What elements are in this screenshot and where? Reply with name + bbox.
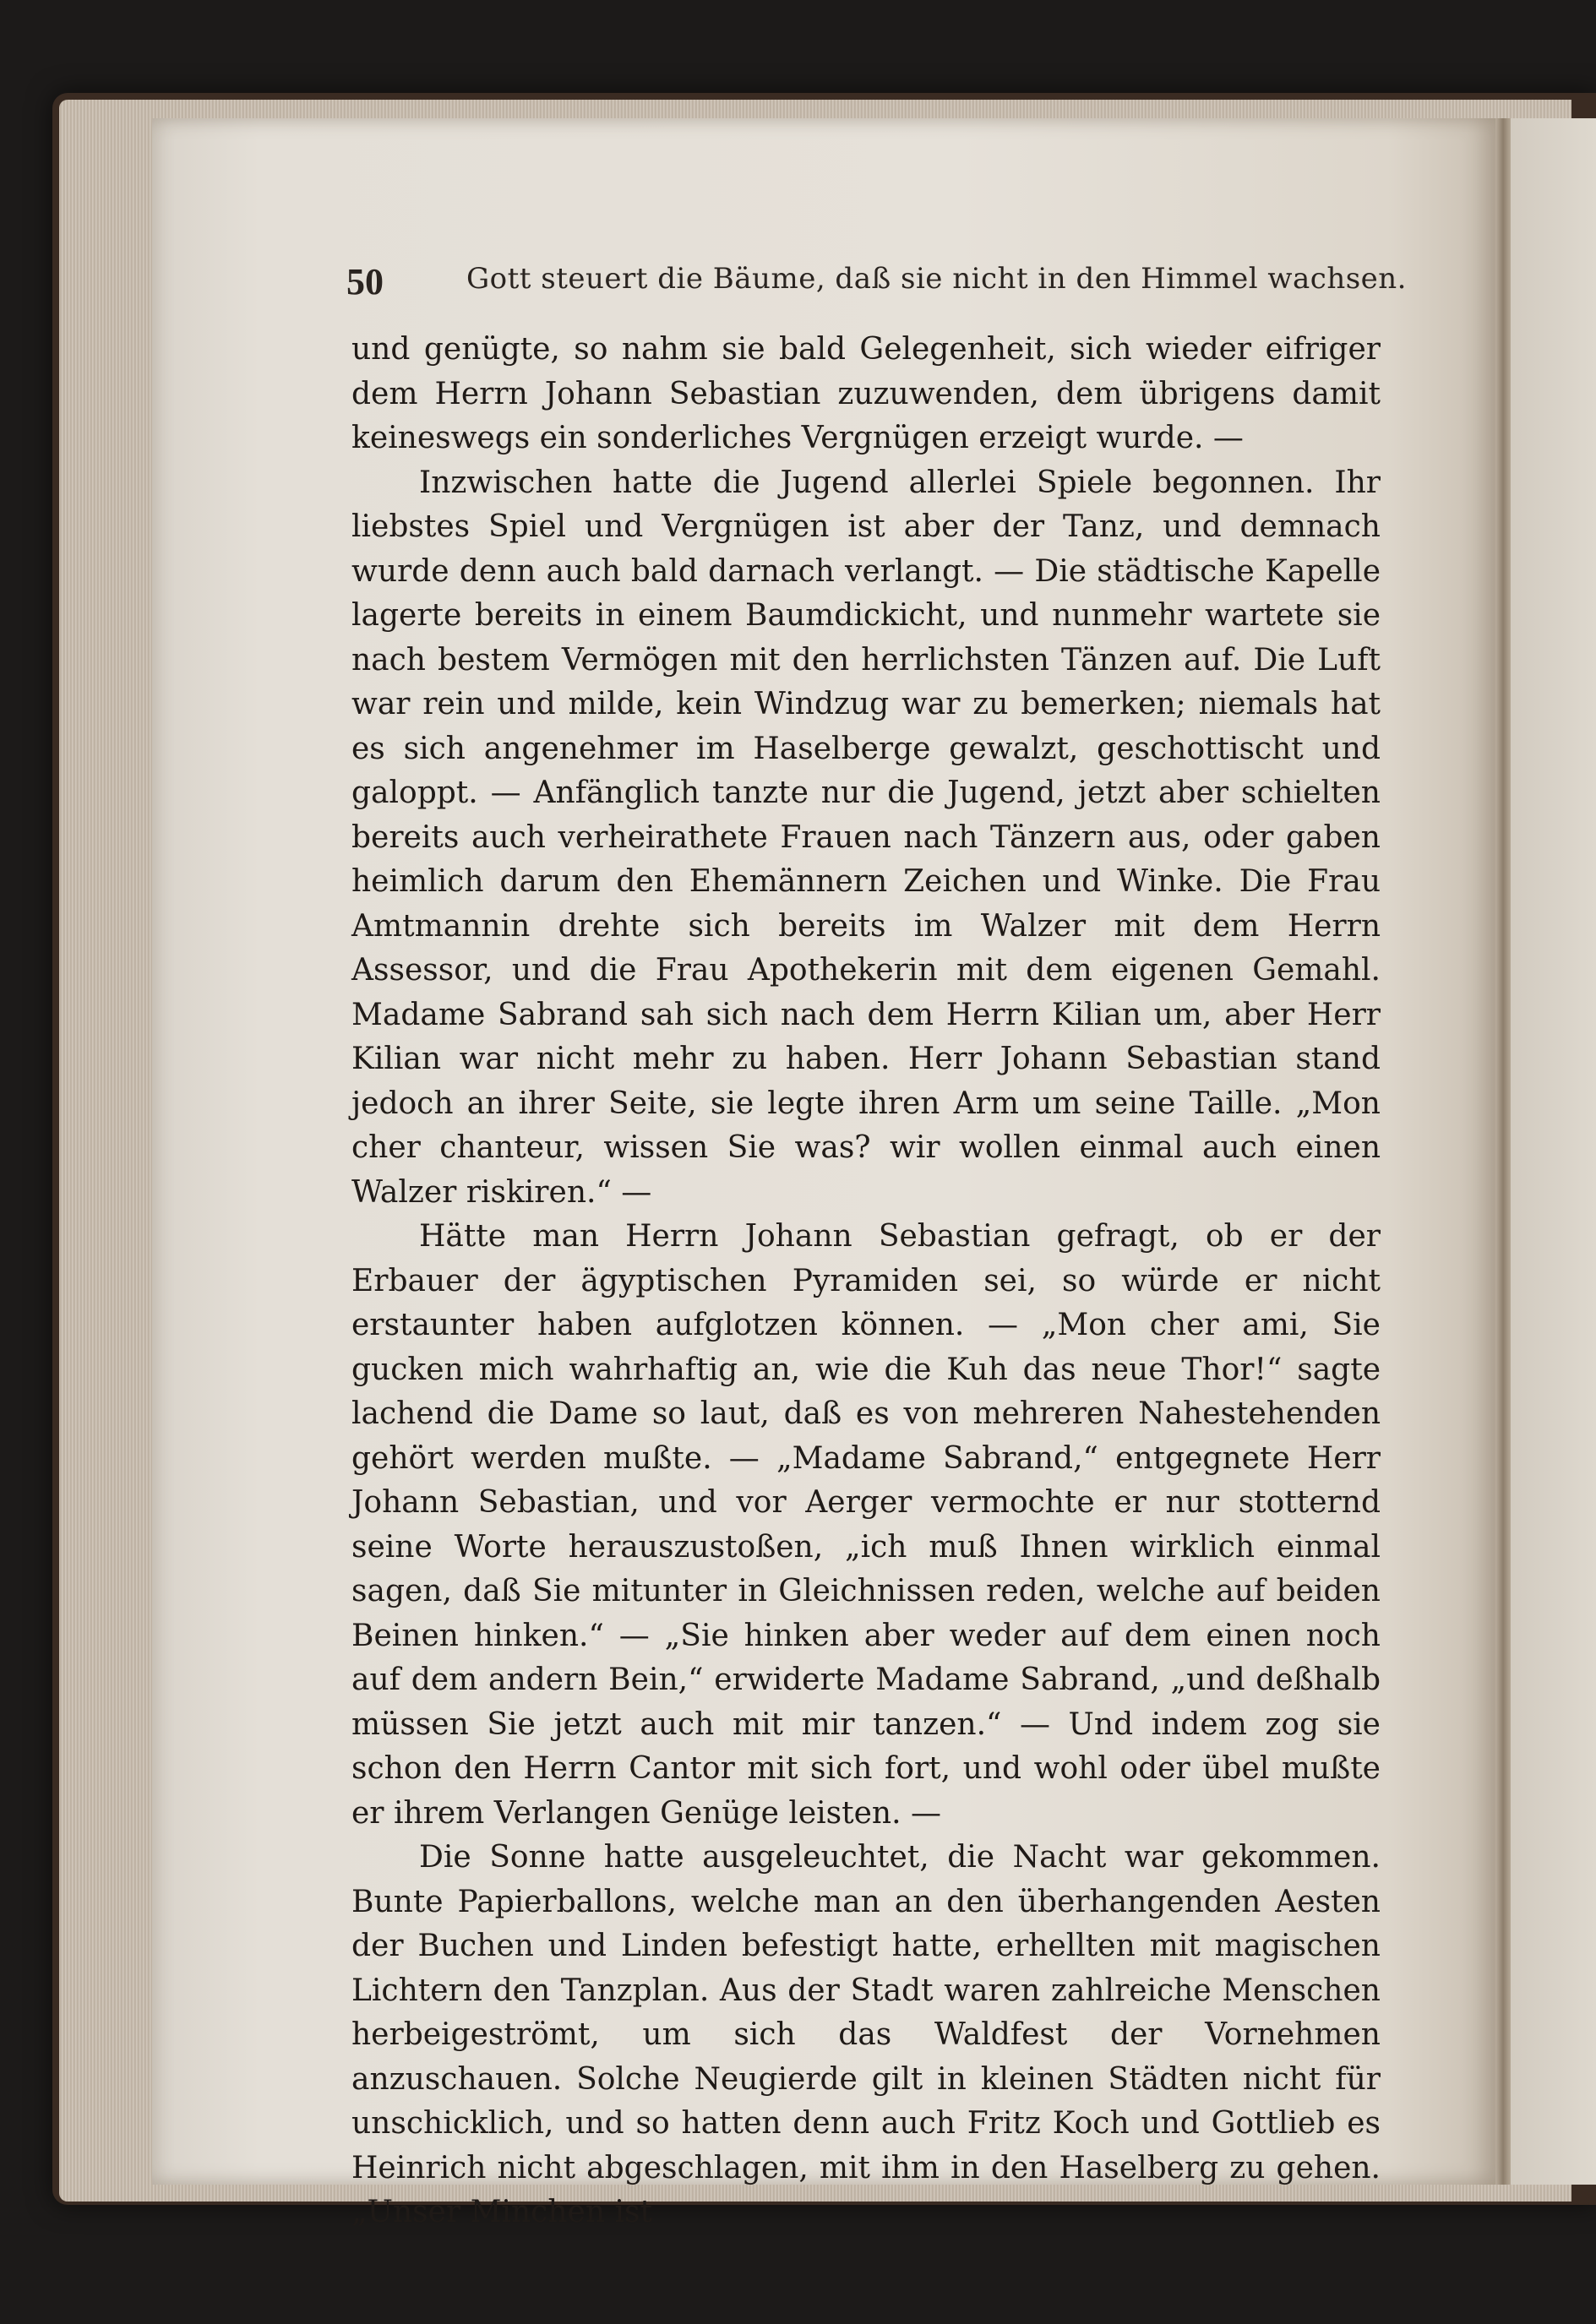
- paragraph: Die Sonne hatte ausgeleuchtet, die Nacht war gekommen. Bunte Papierballons, welche man an den überhangenden Aesten der Buchen und Linden befestigt hatte, erhellten mit magischen Lichtern den Tanzplan. Aus der Stadt waren zahlreiche Menschen herbeigeströmt, um sich das Waldfest der Vornehmen anzuschauen. Solche Neugierde gilt in kleinen Städten nicht für unschicklich, und so hatten denn auch Fritz Koch und Gottlieb es Heinrich nicht abgeschlagen, mit ihm in den Haselberg zu gehen. „Unser Minchen ist: [351, 1840, 1381, 2229]
- page-gutter: [1495, 118, 1511, 2185]
- body-text: [351, 328, 1381, 2235]
- paragraph: und genügte, so nahm sie bald Gelegenheit, sich wieder eifriger dem Herrn Johann Sebastian zuzuwenden, dem übrigens damit keineswegs ein sonderliches Vergnügen erzeigt wurde. —: [351, 332, 1381, 455]
- facing-page-edge: [1511, 118, 1596, 2185]
- page-number: 50: [346, 261, 384, 302]
- paragraph: Hätte man Herrn Johann Sebastian gefragt, ob er der Erbauer der ägyptischen Pyramiden sei, so würde er nicht erstaunter haben aufglotzen können. — „Mon cher ami, Sie gucken mich wahrhaftig an, wie die Kuh das neue Thor!“ sagte lachend die Dame so laut, daß es von mehreren Nahestehenden gehört werden mußte. — „Madame Sabrand,“ entgegnete Herr Johann Sebastian, und vor Aerger vermochte er nur stotternd seine Worte herauszustoßen, „ich muß Ihnen wirklich einmal sagen, daß Sie mitunter in Gleichnissen reden, welche auf beiden Beinen hinken.“ — „Sie hinken aber weder auf dem einen noch auf dem andern Bein,“ erwiderte Madame Sabrand, „und deßhalb müssen Sie jetzt auch mit mir tanzen.“ — Und indem zog sie schon den Herrn Cantor mit sich fort, und wohl oder übel mußte er ihrem Verlangen Genüge leisten. —: [351, 1219, 1381, 1831]
- paragraph: Inzwischen hatte die Jugend allerlei Spiele begonnen. Ihr liebstes Spiel und Vergnügen ist aber der Tanz, und demnach wurde denn auch bald darnach verlangt. — Die städtische Kapelle lagerte bereits in einem Baumdickicht, und nunmehr wartete sie nach bestem Vermögen mit den herrlichsten Tänzen auf. Die Luft war rein und milde, kein Windzug war zu bemerken; niemals hat es sich angenehmer im Haselberge gewalzt, geschottischt und galoppt. — Anfänglich tanzte nur die Jugend, jetzt aber schielten bereits auch verheirathete Frauen nach Tänzern aus, oder gaben heimlich darum den Ehemännern Zeichen und Winke. Die Frau Amtmannin drehte sich bereits im Walzer mit dem Herrn Assessor, und die Frau Apothekerin mit dem eigenen Gemahl. Madame Sabrand sah sich nach dem Herrn Kilian um, aber Herr Kilian war nicht mehr zu haben. Herr Johann Sebastian stand jedoch an ihrer Seite, sie legte ihren Arm um seine Taille. „Mon cher chanteur, wissen Sie was? wir wollen einmal auch einen Walzer riskiren.“ —: [351, 465, 1381, 1210]
- running-title: Gott steuert die Bäume, daß sie nicht in den Himmel wachsen.: [466, 262, 1407, 296]
- page-header: [346, 253, 1407, 304]
